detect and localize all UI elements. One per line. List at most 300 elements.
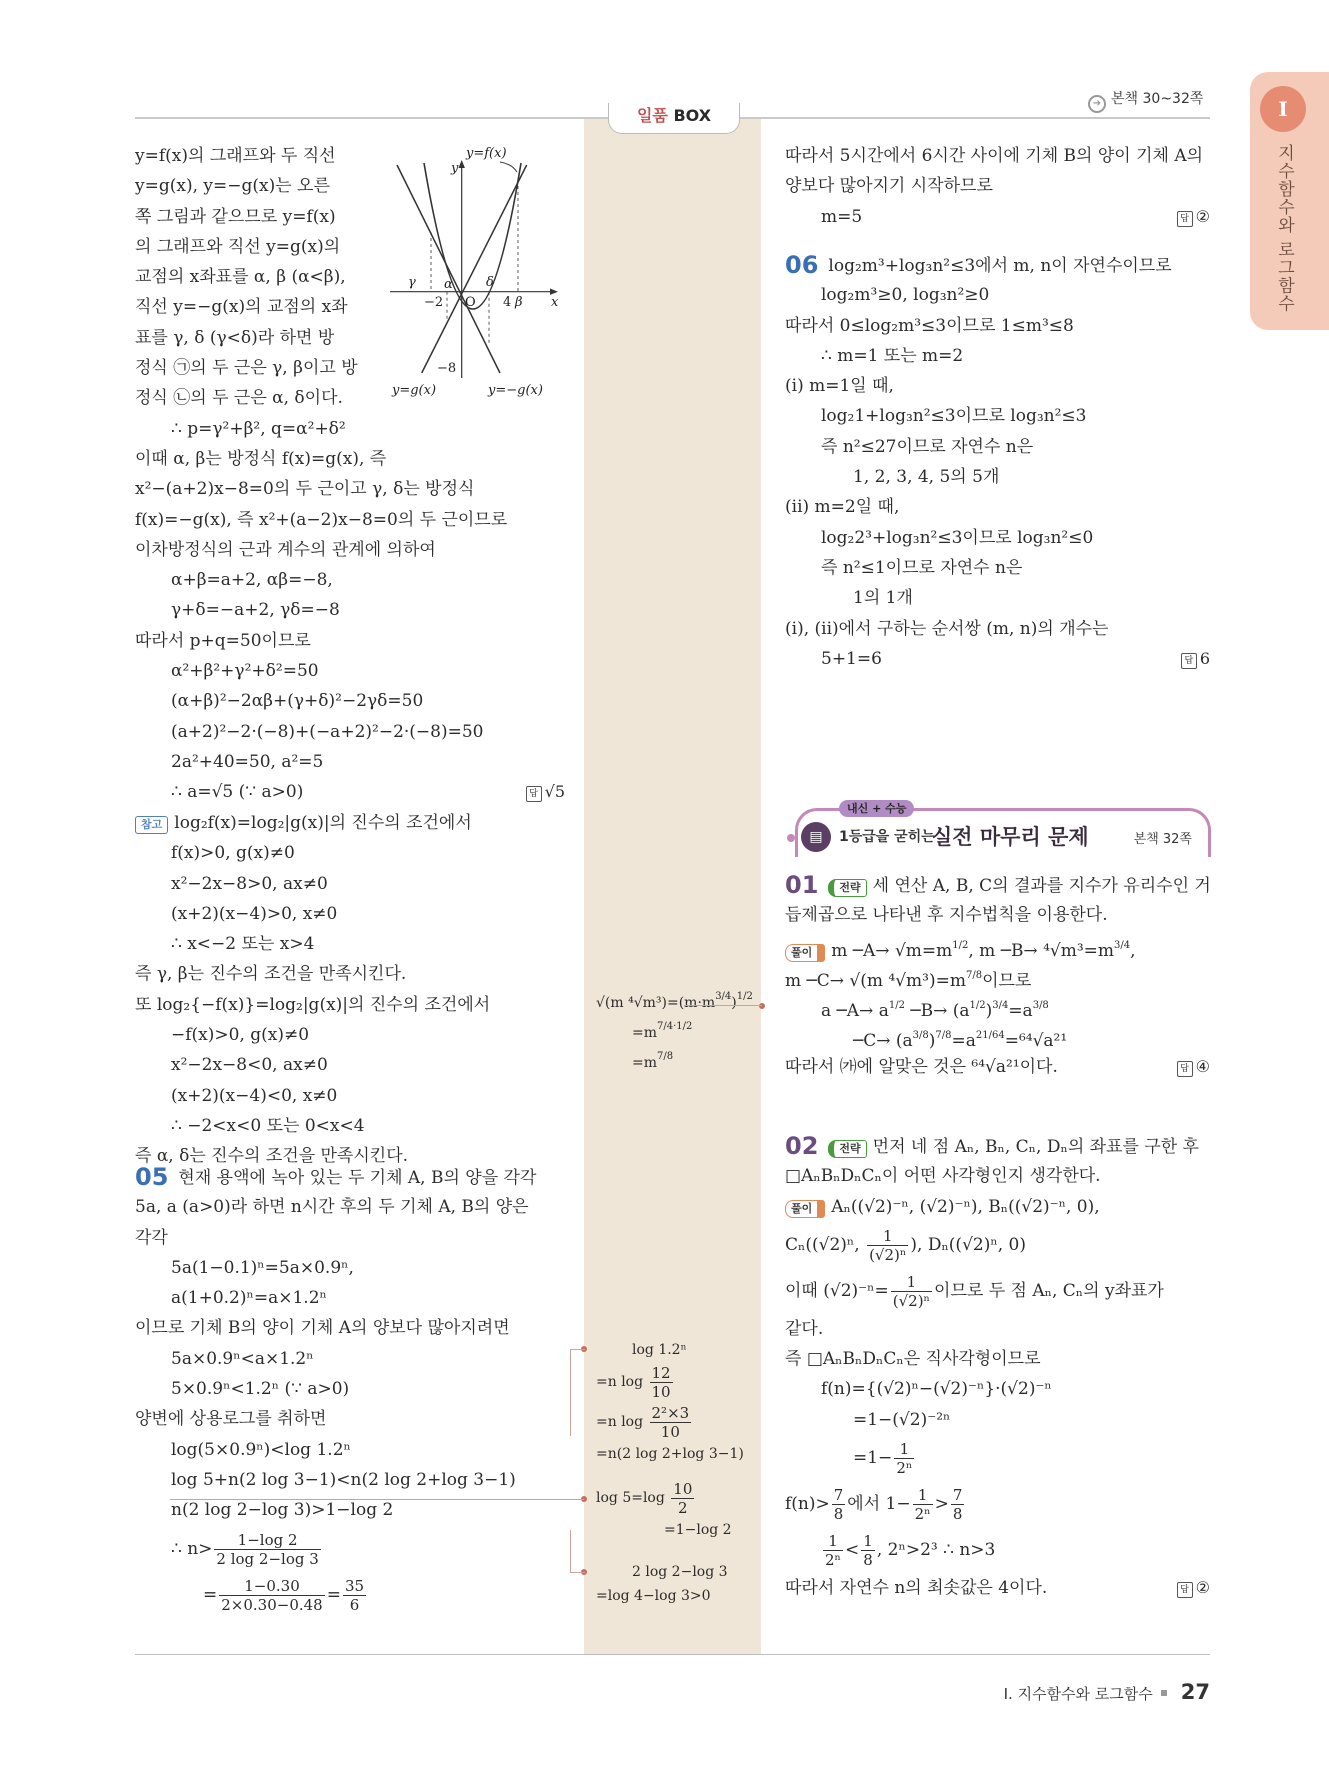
solution-line xyxy=(785,171,1210,201)
math-text: log₂1+log₃n²≤3이므로 log₃n²≤3 xyxy=(821,406,1087,427)
box-note-line xyxy=(596,1045,753,1075)
solution-line xyxy=(785,1374,1210,1404)
math-text: f(n)={(√2)ⁿ−(√2)⁻ⁿ}·(√2)⁻ⁿ xyxy=(821,1379,1052,1400)
math-text: (x+2)(x−4)<0, x≠0 xyxy=(171,1085,338,1106)
solution-line xyxy=(785,1192,1210,1222)
math-text: (a+2)²−2·(−8)+(−a+2)²−2·(−8)=50 xyxy=(171,721,484,742)
math-text: 2a²+40=50, a²=5 xyxy=(171,751,324,772)
math-text: log₂m³≥0, log₃n²≥0 xyxy=(821,285,990,306)
math-text: 이때 (√2)⁻ⁿ= xyxy=(785,1280,889,1301)
math-text: m=5 xyxy=(821,206,863,227)
graph-label-beta: β xyxy=(515,295,523,310)
math-text: f(x)>0, g(x)≠0 xyxy=(171,843,295,864)
numerator: 1 xyxy=(913,1486,933,1505)
note-line xyxy=(135,1022,565,1052)
numerator: 12 xyxy=(651,1363,671,1382)
denominator: 2ⁿ xyxy=(825,1551,842,1570)
solution-line xyxy=(135,1192,565,1222)
solution-line xyxy=(785,1021,1210,1051)
math-text: 따라서 0≤log₂m³≤3이므로 1≤m³≤8 xyxy=(785,315,1074,336)
exponent: 3/4 xyxy=(992,1000,1009,1012)
solution-line xyxy=(135,1344,565,1374)
solution-line xyxy=(785,1314,1210,1344)
math-text: y=g(x), y=−g(x)는 오른 xyxy=(135,176,330,197)
math-text: ∴ p=γ²+β², q=α²+δ² xyxy=(171,418,346,439)
page-reference xyxy=(1088,88,1203,113)
numerator: 10 xyxy=(673,1479,693,1498)
math-text: =1− xyxy=(853,1448,893,1469)
math-text: log₂f(x)=log₂|g(x)|의 진수의 조건에서 xyxy=(174,813,472,833)
page-reference-text: 본책 30~32쪽 xyxy=(1111,91,1204,107)
graph-label-f: y=f(x) xyxy=(466,146,507,161)
fraction xyxy=(219,1577,324,1614)
denominator: 2×0.30−0.48 xyxy=(221,1595,323,1614)
note-line xyxy=(135,931,565,961)
solution-line xyxy=(785,280,1210,310)
solution-line xyxy=(785,202,1210,232)
math-text: f(n)> xyxy=(785,1494,830,1515)
banner-subtitle: 1등급을 굳히는 xyxy=(839,829,935,845)
exponent: 3/4 xyxy=(715,991,732,1002)
math-text: α+β=a+2, αβ=−8, xyxy=(171,570,333,591)
notebook-icon: ▤ xyxy=(801,822,831,852)
math-text: 각각 xyxy=(135,1227,168,1248)
exponent: 3/8 xyxy=(912,1030,929,1042)
math-text: log₂2³+log₃n²≤3이므로 log₃n²≤0 xyxy=(821,527,1094,548)
math-text: −f(x)>0, g(x)≠0 xyxy=(171,1025,310,1046)
numerator: 1−log 2 xyxy=(214,1531,320,1550)
box-note-line xyxy=(596,985,753,1015)
solution-line xyxy=(135,323,565,353)
note-line xyxy=(135,840,565,870)
solution-tag: 풀이 xyxy=(785,944,825,962)
fraction xyxy=(894,1440,914,1477)
solution-line xyxy=(135,353,565,383)
math-text: 이므로 두 점 Aₙ, Cₙ의 y좌표가 xyxy=(934,1280,1164,1301)
numerator: 1 xyxy=(891,1273,932,1292)
connector-dot xyxy=(759,1003,765,1009)
reference-tag: 참고 xyxy=(135,816,168,834)
answer-box-icon: 답 xyxy=(526,786,542,802)
math-text: 5+1=6 xyxy=(821,648,882,669)
graph-label-minus2: −2 xyxy=(424,295,444,310)
math-text: ∴ m=1 또는 m=2 xyxy=(821,345,964,366)
math-text: n(2 log 2−log 3)>1−log 2 xyxy=(171,1500,394,1521)
answer-value: ④ xyxy=(1195,1056,1210,1076)
denominator: 2 xyxy=(678,1498,688,1517)
problem-number: 06 xyxy=(785,251,819,279)
math-text: log₂m³+log₃n²≤3에서 m, n이 자연수이므로 xyxy=(828,256,1172,276)
solution-line xyxy=(135,262,565,292)
box-note-line xyxy=(596,1362,744,1402)
math-text: log(5×0.9ⁿ)<log 1.2ⁿ xyxy=(171,1439,351,1460)
math-text: f(x)=−g(x), 즉 x²+(a−2)x−8=0의 두 근이므로 xyxy=(135,509,508,530)
solution-06-text xyxy=(785,250,1210,674)
numerator: 1 xyxy=(867,1227,908,1246)
box-note-line xyxy=(596,1478,732,1518)
problem-number: 02 xyxy=(785,1132,819,1160)
note-line xyxy=(135,901,565,931)
fraction xyxy=(861,1532,875,1569)
problem-number: 01 xyxy=(785,871,819,899)
math-text: =log 4−log 3>0 xyxy=(596,1588,711,1604)
solution-line xyxy=(135,1313,565,1343)
solution-05-text xyxy=(135,1162,565,1618)
solution-line xyxy=(785,991,1210,1021)
denominator: 8 xyxy=(863,1551,873,1570)
math-text: 의 그래프와 직선 y=g(x)의 xyxy=(135,236,341,257)
strategy-tag: 전략 xyxy=(828,879,866,897)
box-note-line xyxy=(596,1015,753,1045)
math-text: 따라서 5시간에서 6시간 사이에 기체 B의 양이 기체 A의 xyxy=(785,146,1204,166)
answer-value: 6 xyxy=(1199,648,1210,668)
math-text: =n(2 log 2+log 3−1) xyxy=(596,1446,744,1462)
exponent: 1/2 xyxy=(888,1000,905,1012)
math-text: (x+2)(x−4)>0, x≠0 xyxy=(171,903,338,924)
math-text: ), Dₙ((√2)ⁿ, 0) xyxy=(910,1234,1026,1255)
denominator: 6 xyxy=(349,1595,360,1614)
solution-line xyxy=(135,1572,565,1618)
denominator: 10 xyxy=(651,1382,671,1401)
math-text: 5a(1−0.1)ⁿ=5a×0.9ⁿ, xyxy=(171,1257,354,1278)
math-text: y=f(x)의 그래프와 두 직선 xyxy=(135,146,336,166)
answer-box-icon: 답 xyxy=(1177,1061,1193,1077)
note-line xyxy=(135,961,565,991)
exponent: 21/64 xyxy=(975,1030,1005,1042)
math-text: 교점의 x좌표를 α, β (α<β), xyxy=(135,267,346,288)
solution-line xyxy=(785,1405,1210,1435)
math-text: ∴ x<−2 또는 x>4 xyxy=(171,934,315,955)
math-text: , xyxy=(1130,940,1136,961)
solution-line xyxy=(135,202,565,232)
denominator: (√2)ⁿ xyxy=(892,1291,931,1310)
solution-line xyxy=(785,1222,1210,1268)
numerator: 35 xyxy=(344,1576,365,1595)
math-text: 표를 γ, δ (γ<δ)라 하면 방 xyxy=(135,327,335,348)
math-text: 양보다 많아지기 시작하므로 xyxy=(785,176,993,197)
math-text: 쪽 그림과 같으므로 y=f(x) xyxy=(135,206,336,227)
graph-label-gamma: γ xyxy=(408,275,416,290)
answer xyxy=(1177,202,1210,232)
graph-label-delta: δ xyxy=(486,275,494,290)
banner-pill: 내신 + 수능 xyxy=(839,800,914,817)
solution-line xyxy=(135,1465,565,1495)
solution-line xyxy=(785,644,1210,674)
solution-line xyxy=(135,505,565,535)
arrow-circle-icon: ➜ xyxy=(1088,95,1106,113)
math-text: m ─A→ √m=m xyxy=(831,940,953,961)
fraction xyxy=(671,1480,694,1517)
solution-line xyxy=(785,432,1210,462)
solution-line xyxy=(785,523,1210,553)
math-text: = xyxy=(326,1584,341,1605)
math-text: , m ─B→ ⁴√m³=m xyxy=(968,940,1115,961)
answer-value: ② xyxy=(1195,1578,1210,1598)
math-text: 1의 1개 xyxy=(853,588,913,609)
box-note-line xyxy=(596,1442,744,1466)
exponent: 3/4 xyxy=(1114,939,1131,951)
answer-box-icon: 답 xyxy=(1177,1582,1193,1598)
math-text: 세 연산 A, B, C의 결과를 지수가 유리수인 거 xyxy=(872,876,1211,896)
solution-line xyxy=(785,1344,1210,1374)
math-text: 1, 2, 3, 4, 5의 5개 xyxy=(853,467,1000,488)
math-text: 이차방정식의 근과 계수의 관계에 의하여 xyxy=(135,539,436,560)
math-text: x²−2x−8<0, ax≠0 xyxy=(171,1055,328,1076)
fraction xyxy=(214,1531,320,1568)
math-text: 5a×0.9ⁿ<a×1.2ⁿ xyxy=(171,1348,314,1369)
box-note-1 xyxy=(596,985,753,1075)
solution-04-text xyxy=(135,141,565,808)
math-text: log 5=log xyxy=(596,1490,670,1506)
exponent: 3/8 xyxy=(1032,1000,1049,1012)
math-text: log 1.2ⁿ xyxy=(632,1342,687,1358)
math-text: 5a, a (a>0)라 하면 n시간 후의 두 기체 A, B의 양은 xyxy=(135,1197,529,1218)
math-text: x²−(a+2)x−8=0의 두 근이고 γ, δ는 방정식 xyxy=(135,479,475,500)
chapter-title: 지수함수와 로그함수 xyxy=(1274,144,1294,313)
math-text: a(1+0.2)ⁿ=a×1.2ⁿ xyxy=(171,1288,327,1309)
math-text: 정식 ㉠의 두 근은 γ, β이고 방 xyxy=(135,358,358,379)
problem-01-text xyxy=(785,870,1210,1082)
math-text: =a xyxy=(951,1031,976,1052)
math-text: γ+δ=−a+2, γδ=−8 xyxy=(171,600,340,621)
answer-box-icon: 답 xyxy=(1181,653,1197,669)
math-text: 즉 □AₙBₙDₙCₙ은 직사각형이므로 xyxy=(785,1349,1041,1370)
denominator: 8 xyxy=(833,1505,844,1524)
math-text: (ii) m=2일 때, xyxy=(785,497,900,518)
denominator: 10 xyxy=(660,1422,680,1441)
math-text: a ─A→ a xyxy=(821,1001,889,1022)
solution-line xyxy=(785,614,1210,644)
math-text: 즉 γ, β는 진수의 조건을 만족시킨다. xyxy=(135,964,407,985)
solution-line xyxy=(785,341,1210,371)
graph-label-alpha: α xyxy=(444,277,453,292)
box-note-line xyxy=(596,1560,728,1584)
math-text: ─C→ (a xyxy=(853,1031,913,1052)
solution-line xyxy=(135,1435,565,1465)
numerator: 2²×3 xyxy=(651,1403,690,1422)
note-line xyxy=(135,992,565,1022)
solution-line xyxy=(135,292,565,322)
graph-label-g: y=g(x) xyxy=(392,383,437,398)
solution-line xyxy=(135,383,565,413)
graph-label-4: 4 xyxy=(503,295,512,310)
solution-05-conclusion xyxy=(785,141,1210,232)
math-text: 즉 α, δ는 진수의 조건을 만족시킨다. xyxy=(135,1146,409,1167)
math-text: 양변에 상용로그를 취하면 xyxy=(135,1409,327,1430)
fraction xyxy=(867,1227,908,1264)
solution-line xyxy=(135,747,565,777)
math-text: (i), (ii)에서 구하는 순서쌍 (m, n)의 개수는 xyxy=(785,618,1109,639)
math-text: ∴ n> xyxy=(171,1538,213,1559)
math-text: m ─C→ √(m ⁴√m³)=m xyxy=(785,970,966,991)
math-text: ∴ −2<x<0 또는 0<x<4 xyxy=(171,1115,365,1136)
numerator: 1 xyxy=(863,1532,873,1551)
answer xyxy=(1177,1052,1210,1082)
connector-line xyxy=(170,1499,584,1500)
math-text: =1−log 2 xyxy=(664,1522,732,1538)
note-line xyxy=(135,1113,565,1143)
answer-value: ② xyxy=(1195,206,1210,226)
solution-line xyxy=(785,1268,1210,1314)
solution-line xyxy=(785,371,1210,401)
math-text: =n log xyxy=(596,1414,648,1430)
solution-line xyxy=(785,961,1210,991)
box-note-line xyxy=(596,1518,732,1542)
note-line xyxy=(135,810,565,840)
box-note-3 xyxy=(596,1478,732,1542)
math-text: 현재 용액에 녹아 있는 두 기체 A, B의 양을 각각 xyxy=(178,1168,537,1188)
exponent: 1/2 xyxy=(736,991,753,1002)
math-text: 직선 y=−g(x)의 교점의 x좌 xyxy=(135,297,348,318)
section-banner xyxy=(787,800,1210,854)
box-note-line xyxy=(596,1584,728,1608)
math-text: 먼저 네 점 Aₙ, Bₙ, Cₙ, Dₙ의 좌표를 구한 후 xyxy=(872,1137,1199,1157)
numerator: 1 xyxy=(823,1532,843,1551)
denominator: 2ⁿ xyxy=(896,1459,913,1478)
fraction xyxy=(913,1486,933,1523)
box-note-2 xyxy=(596,1338,744,1466)
box-note-4 xyxy=(596,1560,728,1608)
connector-line xyxy=(570,1349,585,1436)
math-text: ∴ a=√5 (∵ a>0) xyxy=(171,782,304,803)
math-text: x²−2x−8>0, ax≠0 xyxy=(171,873,328,894)
math-text: α²+β²+γ²+δ²=50 xyxy=(171,661,319,682)
fraction xyxy=(951,1486,965,1523)
math-text: 따라서 자연수 n의 최솟값은 4이다. xyxy=(785,1578,1048,1599)
math-text: < xyxy=(845,1540,860,1561)
math-text: ) xyxy=(985,1001,993,1022)
graph-label-minus8: −8 xyxy=(437,361,457,376)
math-text: Cₙ((√2)ⁿ, xyxy=(785,1234,866,1255)
answer xyxy=(526,777,565,807)
fraction xyxy=(343,1577,366,1614)
fraction xyxy=(891,1273,932,1310)
box-title-red: 일품 xyxy=(636,106,668,125)
math-text: =m xyxy=(632,1055,658,1071)
note-line xyxy=(135,871,565,901)
math-text: = xyxy=(203,1584,218,1605)
solution-line xyxy=(785,1052,1210,1082)
denominator: (√2)ⁿ xyxy=(869,1245,907,1264)
exponent: 7/8 xyxy=(935,1030,952,1042)
math-text: =⁶⁴√a²¹ xyxy=(1004,1031,1068,1052)
math-text: □AₙBₙDₙCₙ이 어떤 사각형인지 생각한다. xyxy=(785,1166,1101,1187)
solution-line xyxy=(135,565,565,595)
exponent: 7/8 xyxy=(965,969,983,981)
solution-line xyxy=(135,1253,565,1283)
solution-line xyxy=(135,474,565,504)
denominator: 2 log 2−log 3 xyxy=(216,1549,319,1568)
exponent: 7/8 xyxy=(657,1051,674,1062)
math-text: 또 log₂{−f(x)}=log₂|g(x)|의 진수의 조건에서 xyxy=(135,994,491,1015)
math-text: 이므로 기체 B의 양이 기체 A의 양보다 많아지려면 xyxy=(135,1318,510,1339)
math-text: √(m ⁴√m³)=(m·m xyxy=(596,995,716,1011)
math-text: 에서 1− xyxy=(847,1494,911,1515)
problem-02-text xyxy=(785,1131,1210,1603)
solution-line xyxy=(785,870,1210,900)
solution-line xyxy=(135,777,565,807)
math-text: 이므로 xyxy=(982,970,1032,991)
strategy-tag: 전략 xyxy=(828,1140,866,1158)
math-text: log 5+n(2 log 3−1)<n(2 log 2+log 3−1) xyxy=(171,1469,516,1490)
numerator: 1−0.30 xyxy=(219,1577,324,1596)
math-text: (i) m=1일 때, xyxy=(785,376,894,397)
math-text: 이때 α, β는 방정식 f(x)=g(x), 즉 xyxy=(135,448,387,469)
math-text: 2 log 2−log 3 xyxy=(632,1564,728,1580)
math-text: =n log xyxy=(596,1374,648,1390)
box-title: BOX xyxy=(673,106,712,125)
bottom-rule xyxy=(135,1654,1210,1655)
fraction xyxy=(823,1532,843,1569)
solution-line xyxy=(785,931,1210,961)
box-note-line xyxy=(596,1338,744,1362)
solution-line xyxy=(785,1161,1210,1191)
solution-line xyxy=(135,656,565,686)
math-text: ─B→ (a xyxy=(904,1001,970,1022)
solution-line xyxy=(135,686,565,716)
graph-label-y: y xyxy=(451,161,459,176)
graph-label-origin: O xyxy=(465,295,476,310)
connector-line xyxy=(684,1005,762,1006)
solution-line xyxy=(785,492,1210,522)
math-text: 따라서 ㈎에 알맞은 것은 ⁶⁴√a²¹이다. xyxy=(785,1056,1058,1077)
footer-separator xyxy=(1161,1690,1167,1696)
exponent: 1/2 xyxy=(969,1000,986,1012)
reference-note xyxy=(135,810,565,1174)
solution-line xyxy=(135,171,565,201)
answer-box-icon: 답 xyxy=(1177,211,1193,227)
graph-label-neg-g: y=−g(x) xyxy=(488,383,543,398)
solution-line xyxy=(135,1162,565,1192)
solution-line xyxy=(785,250,1210,280)
math-text: Aₙ((√2)⁻ⁿ, (√2)⁻ⁿ), Bₙ((√2)⁻ⁿ, 0), xyxy=(831,1196,1100,1217)
math-text: =m xyxy=(632,1025,658,1041)
math-text: 정식 ㉡의 두 근은 α, δ이다. xyxy=(135,388,343,409)
solution-line xyxy=(135,414,565,444)
solution-line xyxy=(135,1374,565,1404)
solution-line xyxy=(785,553,1210,583)
solution-line xyxy=(135,444,565,474)
math-text: ) xyxy=(928,1031,936,1052)
chapter-number: I xyxy=(1260,86,1306,132)
denominator: 2ⁿ xyxy=(914,1505,931,1524)
solution-line xyxy=(135,1526,565,1572)
ilpum-box-tab xyxy=(608,103,740,134)
solution-line xyxy=(135,626,565,656)
chapter-side-tab[interactable] xyxy=(1250,72,1329,330)
exponent: 7/4·1/2 xyxy=(657,1021,693,1032)
note-line xyxy=(135,1083,565,1113)
math-text: > xyxy=(934,1494,949,1515)
math-text: ) xyxy=(731,995,737,1011)
note-line xyxy=(135,1052,565,1082)
solution-line xyxy=(785,141,1210,171)
solution-line xyxy=(785,1131,1210,1161)
solution-line xyxy=(785,1527,1210,1573)
solution-line xyxy=(785,462,1210,492)
solution-line xyxy=(135,595,565,625)
numerator: 1 xyxy=(894,1440,914,1459)
math-text: =1−(√2)⁻²ⁿ xyxy=(853,1409,951,1430)
fraction xyxy=(832,1486,846,1523)
footer-chapter: I. 지수함수와 로그함수 xyxy=(1003,1685,1153,1703)
banner-title: 실전 마무리 문제 xyxy=(932,825,1089,849)
solution-line xyxy=(785,1481,1210,1527)
math-text: 같다. xyxy=(785,1318,824,1339)
solution-line xyxy=(785,1573,1210,1603)
solution-line xyxy=(785,900,1210,930)
math-text: 즉 n²≤27이므로 자연수 n은 xyxy=(821,436,1034,457)
